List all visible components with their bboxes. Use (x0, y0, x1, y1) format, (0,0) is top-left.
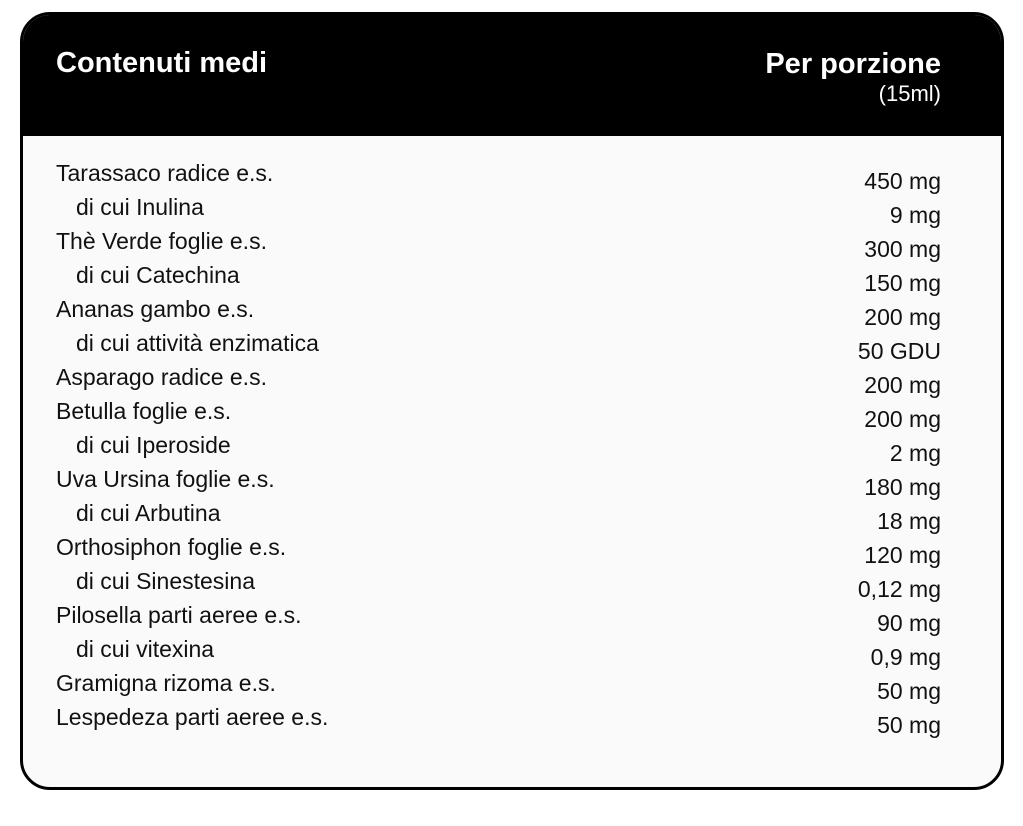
ingredient-name: Uva Ursina foglie e.s. (56, 466, 275, 492)
ingredient-amount: 2 mg (889, 440, 941, 466)
sub-ingredient-row (56, 194, 941, 228)
ingredient-name: Pilosella parti aeree e.s. (56, 602, 302, 628)
ingredient-row (56, 670, 941, 704)
ingredient-name: Orthosiphon foglie e.s. (56, 534, 287, 560)
nutrition-panel (20, 12, 1004, 790)
ingredient-amount: 50 GDU (857, 338, 941, 364)
ingredient-row (56, 364, 941, 398)
ingredient-amount: 200 mg (864, 304, 941, 330)
ingredient-row (56, 466, 941, 500)
ingredient-name: di cui Inulina (76, 194, 204, 220)
sub-ingredient-row (56, 262, 941, 296)
sub-ingredient-row (56, 432, 941, 466)
ingredient-amount: 200 mg (864, 406, 941, 432)
ingredient-amount: 0,9 mg (870, 644, 941, 670)
ingredient-name: Ananas gambo e.s. (56, 296, 255, 322)
ingredient-name: Asparago radice e.s. (56, 364, 267, 390)
ingredient-amount: 18 mg (877, 508, 941, 534)
ingredient-name: di cui vitexina (76, 636, 215, 662)
header-title: Contenuti medi (56, 47, 268, 79)
ingredient-amount: 300 mg (864, 236, 941, 262)
sub-ingredient-row (56, 330, 941, 364)
ingredient-name: di cui Iperoside (76, 432, 231, 458)
ingredient-amount: 50 mg (877, 678, 941, 704)
ingredient-list (56, 160, 941, 738)
ingredient-name: Thè Verde foglie e.s. (56, 228, 267, 254)
ingredient-name: Betulla foglie e.s. (56, 398, 232, 424)
ingredient-amount: 120 mg (864, 542, 941, 568)
ingredient-name: Lespedeza parti aeree e.s. (56, 704, 329, 730)
ingredient-row (56, 534, 941, 568)
ingredient-amount: 90 mg (877, 610, 941, 636)
ingredient-amount: 180 mg (864, 474, 941, 500)
ingredient-amount: 0,12 mg (857, 576, 941, 602)
sub-ingredient-row (56, 568, 941, 602)
sub-ingredient-row (56, 500, 941, 534)
sub-ingredient-row (56, 636, 941, 670)
ingredient-amount: 9 mg (889, 202, 941, 228)
ingredient-row (56, 602, 941, 636)
table-header (23, 15, 1001, 136)
ingredient-amount: 150 mg (864, 270, 941, 296)
ingredient-name: Tarassaco radice e.s. (56, 160, 274, 186)
ingredient-row (56, 228, 941, 262)
header-serving (765, 47, 941, 107)
ingredient-name: di cui Sinestesina (76, 568, 255, 594)
ingredient-name: di cui attività enzimatica (76, 330, 319, 356)
ingredient-row (56, 160, 941, 194)
ingredient-amount: 450 mg (864, 168, 941, 194)
ingredient-row (56, 398, 941, 432)
ingredient-name: di cui Arbutina (76, 500, 221, 526)
ingredient-row (56, 704, 941, 738)
ingredient-amount: 200 mg (864, 372, 941, 398)
header-serving-label: Per porzione (765, 48, 941, 80)
ingredient-name: di cui Catechina (76, 262, 240, 288)
ingredient-row (56, 296, 941, 330)
ingredient-name: Gramigna rizoma e.s. (56, 670, 276, 696)
header-serving-size: (15ml) (878, 81, 941, 106)
ingredient-amount: 50 mg (877, 712, 941, 738)
